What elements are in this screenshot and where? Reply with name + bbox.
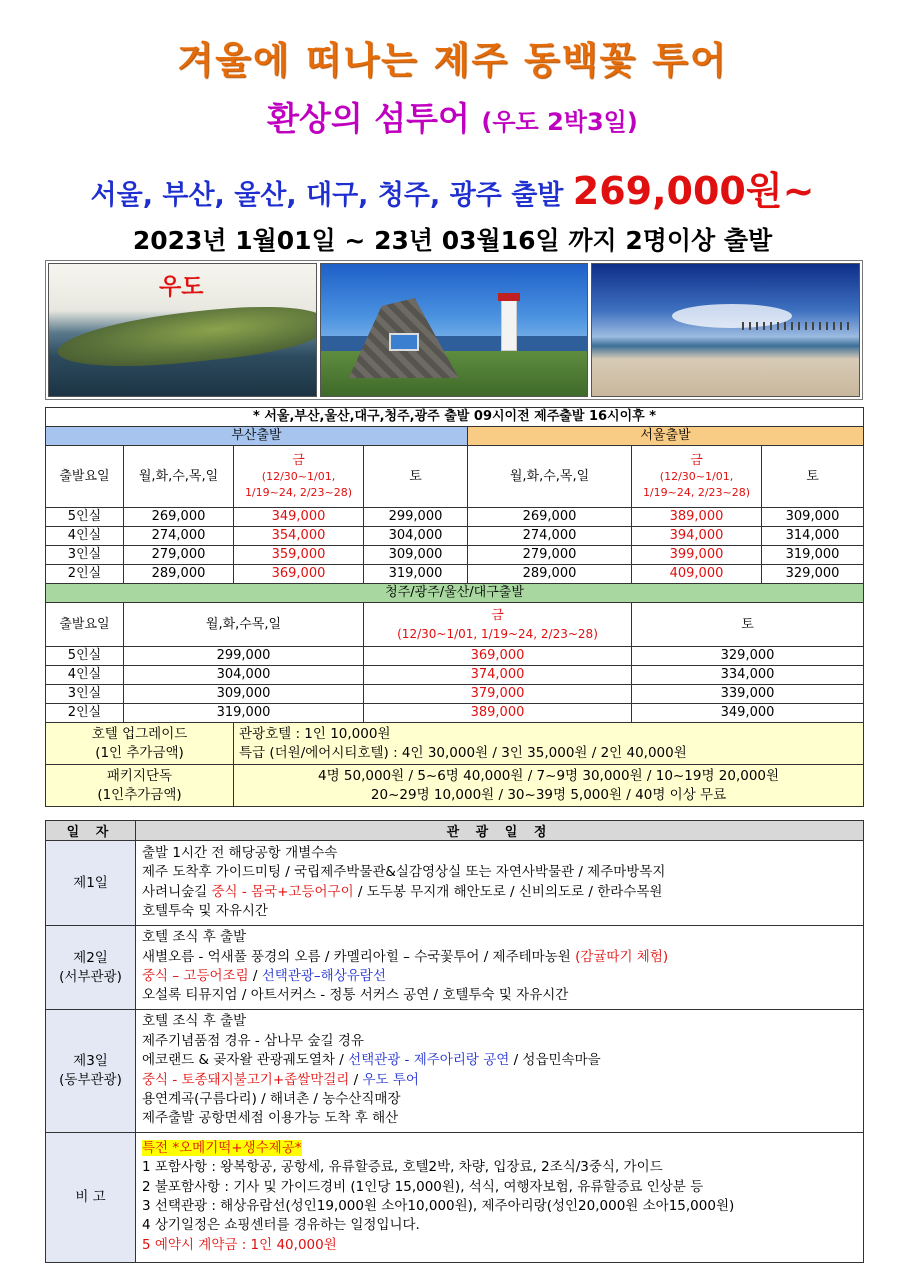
day2-label bbox=[46, 926, 136, 1010]
notes-label: 비 고 bbox=[46, 1133, 136, 1263]
hotel-upgrade-title: 호텔 업그레이드 bbox=[91, 725, 188, 742]
deposit-note: 5 예약시 계약금 : 1인 40,000원 bbox=[142, 1236, 337, 1253]
plan-line: 제주기념품점 경유 - 삼나무 숲길 경유 bbox=[142, 1032, 364, 1049]
plan-line: 호텔투숙 및 자유시간 bbox=[142, 902, 268, 919]
lunch-text: 중식 – 고등어조림 bbox=[142, 968, 249, 984]
room-type: 5인실 bbox=[46, 647, 124, 666]
price-table bbox=[45, 407, 864, 807]
day1-label: 제1일 bbox=[46, 841, 136, 926]
price-cell: 334,000 bbox=[632, 666, 864, 685]
day3-plan bbox=[136, 1010, 864, 1133]
weekday-col: 월,화,수,목,일 bbox=[124, 446, 234, 508]
price-cell: 274,000 bbox=[468, 527, 632, 546]
price-cell: 359,000 bbox=[234, 546, 364, 565]
day3-label bbox=[46, 1010, 136, 1133]
price-cell: 339,000 bbox=[632, 685, 864, 704]
hotel-upgrade-line: 관광호텔 : 1인 10,000원 bbox=[239, 725, 391, 742]
day-label: 출발요일 bbox=[46, 603, 124, 647]
package-detail bbox=[234, 765, 864, 807]
regional-departure-header: 청주/광주/울산/대구출발 bbox=[46, 584, 864, 603]
room-type: 2인실 bbox=[46, 565, 124, 584]
friday-label: 금 bbox=[690, 452, 703, 468]
day-number: 제2일 bbox=[73, 949, 108, 966]
plan-text: 사려니숲길 bbox=[142, 883, 212, 900]
note-line: 2 불포함사항 : 기사 및 가이드경비 (1인당 15,000원), 석식, 여행자보험, 유류할증료 인상분 등 bbox=[142, 1178, 704, 1195]
plan-line: 호텔 조식 후 출발 bbox=[142, 1013, 247, 1030]
price-cell: 274,000 bbox=[124, 527, 234, 546]
room-type: 3인실 bbox=[46, 685, 124, 704]
package-title: 패키지단독 bbox=[106, 767, 173, 784]
departure-notice: * 서울,부산,울산,대구,청주,광주 출발 09시이전 제주출발 16시이후 * bbox=[46, 408, 864, 427]
friday-label: 금 bbox=[491, 607, 504, 623]
regional-price-row bbox=[46, 647, 864, 666]
busan-departure-header: 부산출발 bbox=[46, 427, 468, 446]
plan-line: 출발 1시간 전 해당공항 개별수속 bbox=[142, 844, 338, 861]
saturday-col: 토 bbox=[364, 446, 468, 508]
plan-text: / 성읍민속마을 bbox=[509, 1052, 601, 1069]
price-cell: 399,000 bbox=[632, 546, 762, 565]
udo-island-photo bbox=[48, 263, 317, 397]
plan-text: 에코랜드 & 곶자왈 관광궤도열차 / bbox=[142, 1052, 349, 1069]
itinerary-table bbox=[45, 820, 864, 1263]
hotel-upgrade-unit: (1인 추가금액) bbox=[95, 744, 184, 761]
price-cell: 309,000 bbox=[364, 546, 468, 565]
optional-tour-text: 선택관광–해상유람선 bbox=[261, 968, 386, 984]
price-cell: 374,000 bbox=[364, 666, 632, 685]
regional-friday-dates: (12/30~1/01, 1/19~24, 2/23~28) bbox=[397, 626, 598, 641]
price-cell: 369,000 bbox=[234, 565, 364, 584]
activity-text: (감귤따기 체험) bbox=[575, 948, 669, 965]
departure-cities: 서울, 부산, 울산, 대구, 청주, 광주 출발 bbox=[90, 180, 564, 211]
room-type: 5인실 bbox=[46, 508, 124, 527]
hotel-upgrade-label bbox=[46, 723, 234, 765]
day-region: (동부관광) bbox=[59, 1072, 122, 1088]
price-cell: 379,000 bbox=[364, 685, 632, 704]
price-cell: 394,000 bbox=[632, 527, 762, 546]
price-cell: 329,000 bbox=[632, 647, 864, 666]
optional-tour-text: 선택관광 - 제주아리랑 공연 bbox=[348, 1052, 510, 1069]
package-line: 20~29명 10,000원 / 30~39명 5,000원 / 40명 이상 무료 bbox=[370, 786, 727, 803]
plan-text: / 도두봉 무지개 해안도로 / 신비의도로 / 한라수목원 bbox=[353, 883, 663, 900]
note-line: 4 상기일정은 쇼핑센터를 경유하는 일정입니다. bbox=[142, 1217, 420, 1234]
price-cell: 349,000 bbox=[632, 704, 864, 723]
price-cell: 389,000 bbox=[364, 704, 632, 723]
price-cell: 299,000 bbox=[124, 647, 364, 666]
col-plan-header: 관 광 일 정 bbox=[136, 821, 864, 841]
saturday-col: 토 bbox=[762, 446, 864, 508]
regional-weekday-col: 월,화,수목,일 bbox=[124, 603, 364, 647]
notes-content bbox=[136, 1133, 864, 1263]
price-row bbox=[46, 527, 864, 546]
price-row bbox=[46, 565, 864, 584]
plan-line bbox=[142, 883, 857, 902]
sign-board bbox=[389, 333, 419, 351]
price-cell: 309,000 bbox=[124, 685, 364, 704]
room-type: 2인실 bbox=[46, 704, 124, 723]
island-shape bbox=[55, 298, 317, 376]
regional-price-row bbox=[46, 685, 864, 704]
day-number: 제3일 bbox=[73, 1053, 108, 1069]
price-cell: 319,000 bbox=[364, 565, 468, 584]
package-label bbox=[46, 765, 234, 807]
day-region: (서부관광) bbox=[59, 968, 122, 985]
day1-plan bbox=[136, 841, 864, 926]
plan-line: 오설록 티뮤지엄 / 아트서커스 - 정통 서커스 공연 / 호텔투숙 및 자유시간 bbox=[142, 987, 569, 1004]
price-cell: 279,000 bbox=[124, 546, 234, 565]
plan-line bbox=[142, 967, 857, 986]
price-cell: 389,000 bbox=[632, 508, 762, 527]
price-cell: 309,000 bbox=[762, 508, 864, 527]
plan-line bbox=[142, 1071, 857, 1090]
price-cell: 269,000 bbox=[124, 508, 234, 527]
beach-photo bbox=[591, 263, 860, 397]
day2-plan bbox=[136, 926, 864, 1010]
lighthouse-photo bbox=[320, 263, 589, 397]
price-cell: 409,000 bbox=[632, 565, 762, 584]
price-cell: 289,000 bbox=[468, 565, 632, 584]
page-title: 겨울에 떠나는 제주 동백꽃 투어 bbox=[177, 39, 728, 82]
package-unit: (1인추가금액) bbox=[97, 786, 182, 803]
weekday-col: 월,화,수,목,일 bbox=[468, 446, 632, 508]
plan-line: 제주 도착후 가이드미팅 / 국립제주박물관&실감영상실 또는 자연사박물관 / 제주마방목지 bbox=[142, 864, 666, 881]
tour-name: 환상의 섬투어 bbox=[267, 99, 470, 138]
friday-col bbox=[632, 446, 762, 508]
friday-dates-2: 1/19~24, 2/23~28) bbox=[244, 485, 353, 499]
price-cell: 269,000 bbox=[468, 508, 632, 527]
tour-subtitle bbox=[0, 93, 905, 140]
plan-line: 제주출발 공항면세점 이용가능 도착 후 해산 bbox=[142, 1110, 399, 1127]
regional-friday-col bbox=[364, 603, 632, 647]
lunch-text: 중식 - 몸국+고등어구이 bbox=[211, 883, 354, 900]
price-row bbox=[46, 508, 864, 527]
room-type: 4인실 bbox=[46, 666, 124, 685]
room-type: 3인실 bbox=[46, 546, 124, 565]
package-line: 4명 50,000원 / 5~6명 40,000원 / 7~9명 30,000원 / 10~19명 20,000원 bbox=[317, 767, 780, 784]
price-cell: 369,000 bbox=[364, 647, 632, 666]
lighthouse-tower bbox=[501, 299, 517, 351]
friday-dates-1: (12/30~1/01, bbox=[659, 469, 734, 483]
price-cell: 319,000 bbox=[124, 704, 364, 723]
price-cell: 314,000 bbox=[762, 527, 864, 546]
plan-line: 호텔 조식 후 출발 bbox=[142, 929, 247, 946]
price-cell: 289,000 bbox=[124, 565, 234, 584]
starting-price: 269,000원~ bbox=[572, 169, 815, 213]
beach-people bbox=[742, 322, 852, 330]
lunch-text: 중식 - 토종돼지불고기+좁쌀막걸리 bbox=[142, 1071, 350, 1088]
price-cell: 349,000 bbox=[234, 508, 364, 527]
departure-line bbox=[0, 160, 905, 215]
regional-saturday-col: 토 bbox=[632, 603, 864, 647]
regional-price-row bbox=[46, 666, 864, 685]
hotel-upgrade-detail bbox=[234, 723, 864, 765]
friday-label: 금 bbox=[292, 452, 305, 468]
plan-line bbox=[142, 1051, 857, 1070]
udo-tour-text: 우도 투어 bbox=[362, 1071, 419, 1088]
price-cell: 329,000 bbox=[762, 565, 864, 584]
udo-label: 우도 bbox=[159, 274, 204, 300]
tour-period: 2023년 1월01일 ~ 23년 03월16일 까지 2명이상 출발 bbox=[132, 226, 773, 255]
separator: / bbox=[349, 1071, 363, 1088]
price-cell: 304,000 bbox=[124, 666, 364, 685]
special-offer: 특전 *오메기떡+생수제공* bbox=[142, 1139, 302, 1156]
price-cell: 279,000 bbox=[468, 546, 632, 565]
price-cell: 319,000 bbox=[762, 546, 864, 565]
separator: / bbox=[248, 968, 262, 984]
price-cell: 304,000 bbox=[364, 527, 468, 546]
hotel-upgrade-line: 특급 (더원/에어시티호텔) : 4인 30,000원 / 3인 35,000원 / 2인 40,000원 bbox=[239, 744, 687, 761]
note-line: 1 포함사항 : 왕복항공, 공항세, 유류할증료, 호텔2박, 차량, 입장료, 2조식/3중식, 가이드 bbox=[142, 1159, 663, 1176]
photo-strip bbox=[45, 260, 863, 400]
friday-dates-2: 1/19~24, 2/23~28) bbox=[642, 485, 751, 499]
note-line: 3 선택관광 : 해상유람선(성인19,000원 소아10,000원), 제주아리랑(성인20,000원 소아15,000원) bbox=[142, 1198, 735, 1214]
regional-price-row bbox=[46, 704, 864, 723]
plan-line: 용연계곡(구름다리) / 해녀촌 / 농수산직매장 bbox=[142, 1090, 401, 1107]
plan-text: 새별오름 - 억새풀 풍경의 오름 / 카멜리아힐 – 수국꽃투어 / 제주테마농원 bbox=[142, 948, 576, 965]
seoul-departure-header: 서울출발 bbox=[468, 427, 864, 446]
plan-line bbox=[142, 1139, 857, 1158]
tour-duration: (우도 2박3일) bbox=[481, 108, 638, 136]
room-type: 4인실 bbox=[46, 527, 124, 546]
col-day-header: 일 자 bbox=[46, 821, 136, 841]
price-cell: 299,000 bbox=[364, 508, 468, 527]
friday-col bbox=[234, 446, 364, 508]
price-cell: 354,000 bbox=[234, 527, 364, 546]
plan-line bbox=[142, 948, 857, 967]
price-row bbox=[46, 546, 864, 565]
friday-dates-1: (12/30~1/01, bbox=[261, 469, 336, 483]
day-label: 출발요일 bbox=[46, 446, 124, 508]
